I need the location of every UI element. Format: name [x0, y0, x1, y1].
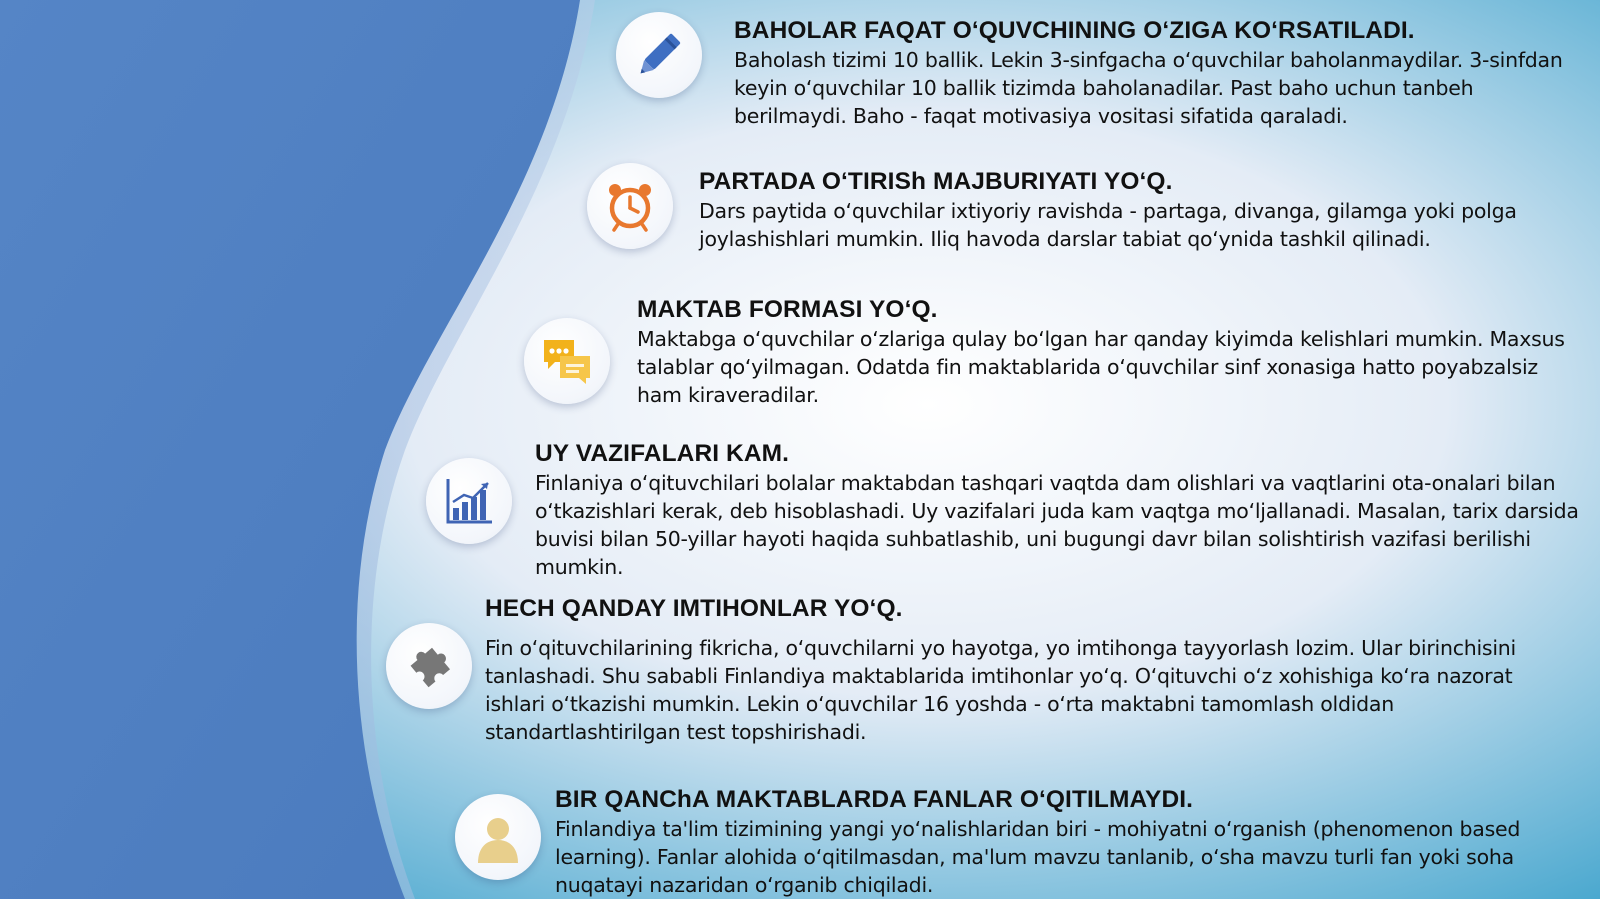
- item-desks: [699, 167, 1579, 253]
- item-subjects: [555, 785, 1565, 899]
- item-text: Baholash tizimi 10 ballik. Lekin 3-sinfgacha o‘quvchilar baholanmaydilar. 3-sinfdan keyin o‘quvchilar 10 ballik tizimda baholanadilar. Past baho uchun tanbeh berilmaydi. Baho - faqat motivasiya vositasi sifatida qaraladi.: [734, 48, 1563, 128]
- item-text: Finlandiya ta'lim tizimining yangi yo‘nalishlaridan biri - mohiyatni o‘rganish (phenomenon based learning). Fanlar alohida o‘qitilmasdan, ma'lum mavzu tanlanib, o‘sha mavzu turli fan yoki soha nuqatayi nazaridan o‘rganib chiqiladi.: [555, 817, 1521, 897]
- item-text: Finlaniya o‘qituvchilari bolalar maktabdan tashqari vaqtda dam olishlari va vaqtlarini ota-onalari bilan o‘tkazishlari kerak, deb hisoblashadi. Uy vazifalari juda kam vaqtga mo‘ljallanadi. Masalan, tarix darsida buvisi bilan 50-yillar hayoti haqida suhbatlashib, uni bugungi davr bilan solishtirish vazifasi berilishi mumkin.: [535, 471, 1579, 579]
- item-uniform: [637, 295, 1577, 409]
- alarm-clock-icon-badge: [587, 163, 673, 249]
- item-grades: [734, 16, 1564, 130]
- item-exams: [485, 594, 1535, 746]
- item-title: UY VAZIFALARI KAM.: [535, 440, 790, 467]
- item-text: Fin o‘qituvchilarining fikricha, o‘quvchilarni yo hayotga, yo imtihonga tayyorlash lozim. Ular birinchisini tanlashadi. Shu sababli Finlandiya maktablarida imtihonlar yo‘q. O‘qituvchi o‘z xohishiga ko‘ra nazorat ishlari o‘tkazishi mumkin. Lekin o‘quvchilar 16 yoshda - o‘rta maktabni tamomlash oldidan standartlashtirilgan test topshirishadi.: [485, 636, 1516, 744]
- chat-bubbles-icon: [540, 334, 594, 388]
- bar-chart-icon-badge: [426, 458, 512, 544]
- item-text: Dars paytida o‘quvchilar ixtiyoriy ravishda - partaga, divanga, gilamga yoki polga joylashishlari mumkin. Iliq havoda darslar tabiat qo‘ynida tashkil qilinadi.: [699, 199, 1517, 251]
- pencil-icon-badge: [616, 12, 702, 98]
- puzzle-piece-icon: [403, 640, 455, 692]
- person-silhouette-icon-badge: [455, 794, 541, 880]
- puzzle-piece-icon-badge: [386, 623, 472, 709]
- pencil-icon: [631, 27, 687, 83]
- item-title: PARTADA O‘TIRISh MAJBURIYATI YO‘Q.: [699, 168, 1173, 195]
- person-silhouette-icon: [470, 809, 526, 865]
- chat-bubbles-icon-badge: [524, 318, 610, 404]
- alarm-clock-icon: [603, 179, 657, 233]
- item-title: BAHOLAR FAQAT O‘QUVCHINING O‘ZIGA KO‘RSATILADI.: [734, 17, 1415, 44]
- item-title: BIR QANChA MAKTABLARDA FANLAR O‘QITILMAYDI.: [555, 786, 1194, 813]
- item-title: MAKTAB FORMASI YO‘Q.: [637, 296, 938, 323]
- bar-chart-icon: [444, 476, 494, 526]
- item-text: Maktabga o‘quvchilar o‘zlariga qulay bo‘lgan har qanday kiyimda kelishlari mumkin. Maxsus talablar qo‘yilmagan. Odatda fin maktablarida o‘quvchilar sinf xonasiga hatto poyabzalsiz ham kiraveradilar.: [637, 327, 1565, 407]
- item-homework: [535, 439, 1580, 581]
- item-title: HECH QANDAY IMTIHONLAR YO‘Q.: [485, 595, 903, 622]
